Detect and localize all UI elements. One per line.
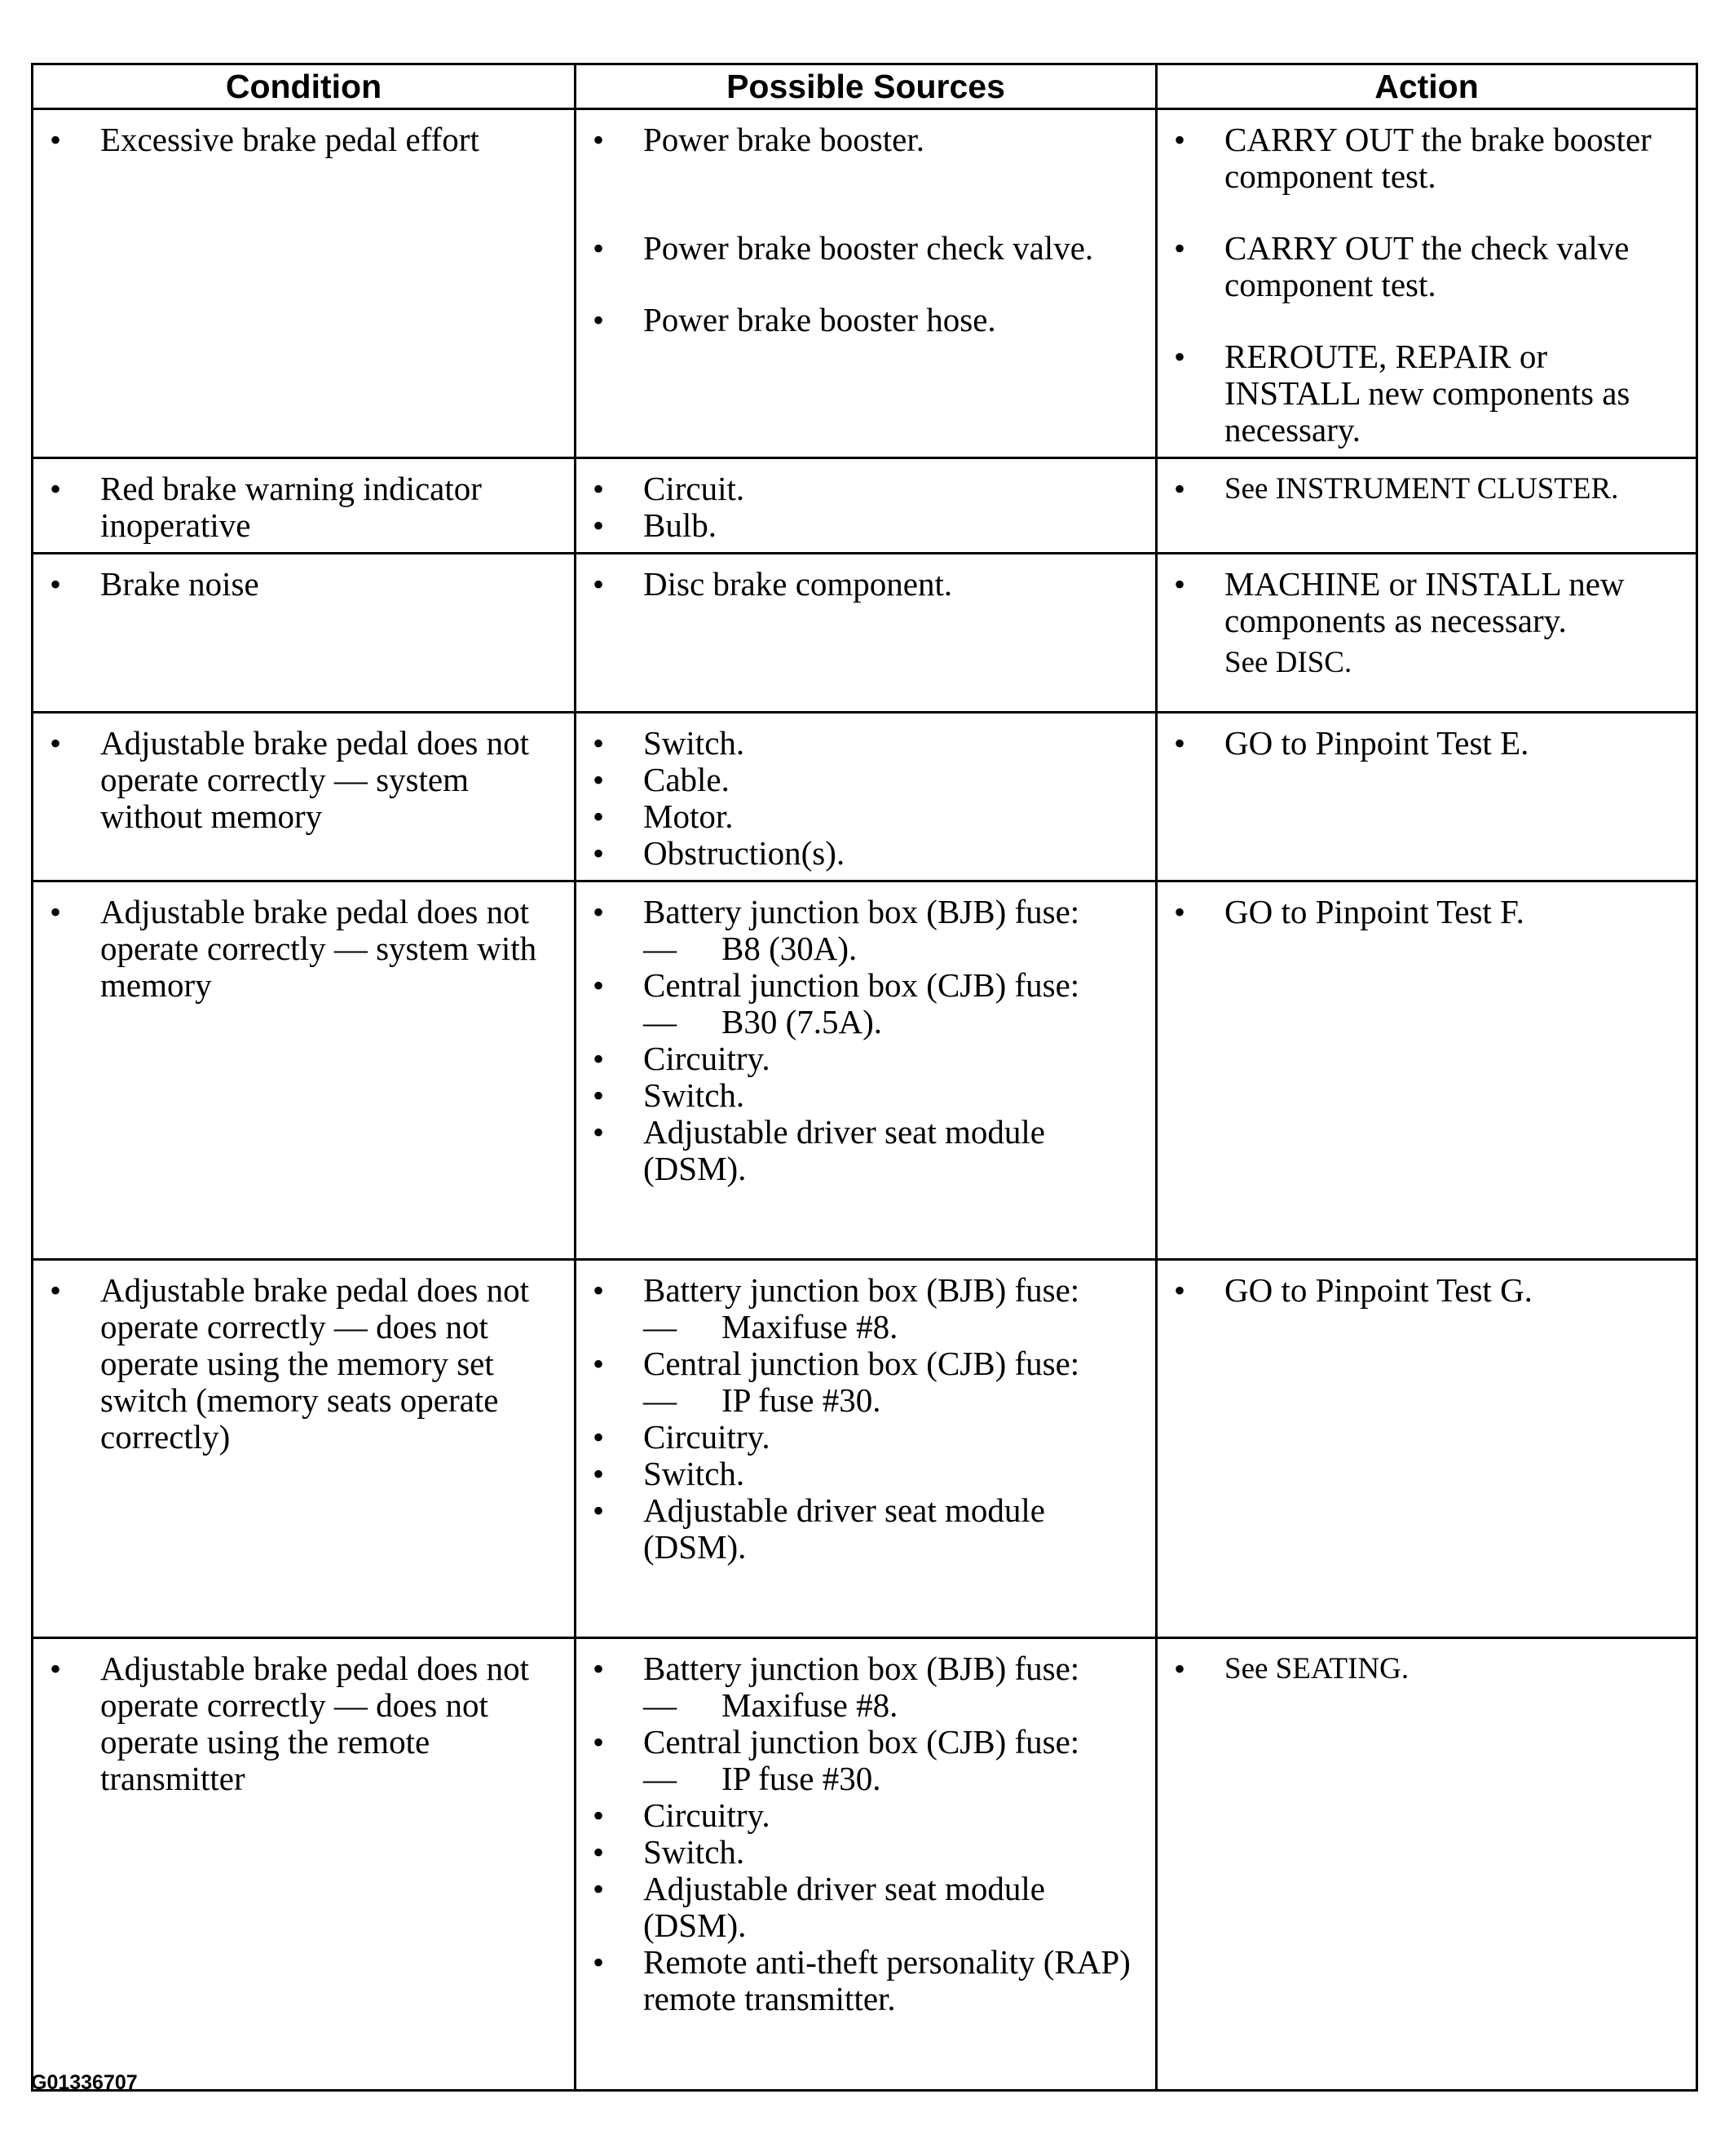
source-item: • Circuitry. [585,1419,1147,1456]
figure-id: G01336707 [31,2071,138,2094]
action-cell [1157,458,1697,554]
fuse-sub-item: — B8 (30A). [643,930,858,967]
table-row [33,881,1697,1260]
source-item: • Obstruction(s). [585,835,1147,872]
condition-text: • Brake noise [42,566,566,603]
table-row [33,1638,1697,2091]
action-item: • See INSTRUMENT CLUSTER. [1166,471,1688,507]
sources-cell [576,109,1157,458]
table-row [33,554,1697,713]
action-cell [1157,881,1697,1260]
condition-cell [33,458,576,554]
action-note: See DISC. [1224,646,1352,679]
action-cell [1157,713,1697,881]
action-item: • CARRY OUT the brake booster component test. [1166,121,1688,195]
fuse-sub-item: — Maxifuse #8. [643,1308,898,1345]
condition-text: • Adjustable brake pedal does not operate correctly — system with memory [42,894,566,1004]
source-text: Battery junction box (BJB) fuse: [643,1271,1080,1309]
condition-text: • Excessive brake pedal effort [42,121,566,158]
source-item: • Circuitry. [585,1040,1147,1077]
action-header: Action [1157,64,1697,109]
source-item: • Motor. [585,798,1147,835]
fuse-text: Maxifuse #8. [721,1686,898,1724]
sources-cell [576,1638,1157,2091]
fuse-sub-item: — Maxifuse #8. [643,1686,898,1724]
source-item: • Power brake booster hose. [585,302,1147,338]
condition-text: • Adjustable brake pedal does not operate correctly — does not operate using the memory set switch (memory seats operate correctly) [42,1272,566,1456]
table-row [33,1260,1697,1638]
condition-cell [33,713,576,881]
fuse-text: B30 (7.5A). [721,1003,883,1040]
source-item [585,1650,1147,1724]
source-item [585,967,1147,1040]
condition-cell [33,1638,576,2091]
action-cell [1157,1638,1697,2091]
source-item: • Cable. [585,762,1147,798]
header-row [33,64,1697,109]
condition-text: • Red brake warning indicator inoperative [42,471,566,544]
sources-cell [576,458,1157,554]
source-text: Battery junction box (BJB) fuse: [643,893,1080,930]
source-item: • Switch. [585,1077,1147,1114]
table-row [33,713,1697,881]
source-item: • Switch. [585,725,1147,762]
source-item: • Circuit. [585,471,1147,507]
action-cell [1157,1260,1697,1638]
source-item: • Disc brake component. [585,566,1147,603]
condition-text: • Adjustable brake pedal does not operate correctly — system without memory [42,725,566,835]
action-item: • See SEATING. [1166,1650,1688,1687]
condition-cell [33,554,576,713]
source-item: • Bulb. [585,507,1147,544]
table-row [33,109,1697,458]
source-item: • Adjustable driver seat module (DSM). [585,1871,1147,1944]
source-item: • Adjustable driver seat module (DSM). [585,1114,1147,1187]
source-item: • Remote anti-theft personality (RAP) remote transmitter. [585,1944,1147,2017]
source-text: Central junction box (CJB) fuse: [643,1723,1080,1761]
sources-cell [576,881,1157,1260]
source-item: • Circuitry. [585,1797,1147,1834]
symptom-chart-table [31,63,1698,2092]
condition-text: • Adjustable brake pedal does not operate correctly — does not operate using the remote transmitter [42,1650,566,1797]
action-item: • GO to Pinpoint Test G. [1166,1272,1688,1309]
condition-header: Condition [33,64,576,109]
source-item: • Power brake booster check valve. [585,230,1147,267]
source-item [585,1345,1147,1419]
action-item: • REROUTE, REPAIR or INSTALL new components as necessary. [1166,338,1688,448]
sources-cell [576,1260,1157,1638]
condition-cell [33,1260,576,1638]
action-item: • GO to Pinpoint Test E. [1166,725,1688,762]
source-text: Central junction box (CJB) fuse: [643,1345,1080,1382]
source-text: Battery junction box (BJB) fuse: [643,1650,1080,1687]
source-item [585,894,1147,967]
action-item: • CARRY OUT the check valve component test. [1166,230,1688,303]
source-item: • Switch. [585,1456,1147,1492]
action-cell [1157,554,1697,713]
sources-cell [576,554,1157,713]
action-item: • GO to Pinpoint Test F. [1166,894,1688,930]
sources-cell [576,713,1157,881]
diagnosis-page [31,63,1696,2092]
table-row [33,458,1697,554]
fuse-sub-item: — IP fuse #30. [643,1760,881,1797]
fuse-sub-item: — B30 (7.5A). [643,1003,883,1040]
action-item: • MACHINE or INSTALL new components as necessary. [1166,566,1688,639]
fuse-text: Maxifuse #8. [721,1308,898,1345]
action-cell [1157,109,1697,458]
source-item: • Adjustable driver seat module (DSM). [585,1492,1147,1566]
source-item: • Power brake booster. [585,121,1147,158]
fuse-text: IP fuse #30. [721,1381,881,1419]
fuse-text: B8 (30A). [721,930,858,967]
source-item [585,1272,1147,1345]
source-item: • Switch. [585,1834,1147,1871]
possible-sources-header: Possible Sources [576,64,1157,109]
condition-cell [33,881,576,1260]
condition-cell [33,109,576,458]
fuse-sub-item: — IP fuse #30. [643,1381,881,1419]
source-item [585,1724,1147,1797]
fuse-text: IP fuse #30. [721,1760,881,1797]
source-text: Central junction box (CJB) fuse: [643,966,1080,1004]
